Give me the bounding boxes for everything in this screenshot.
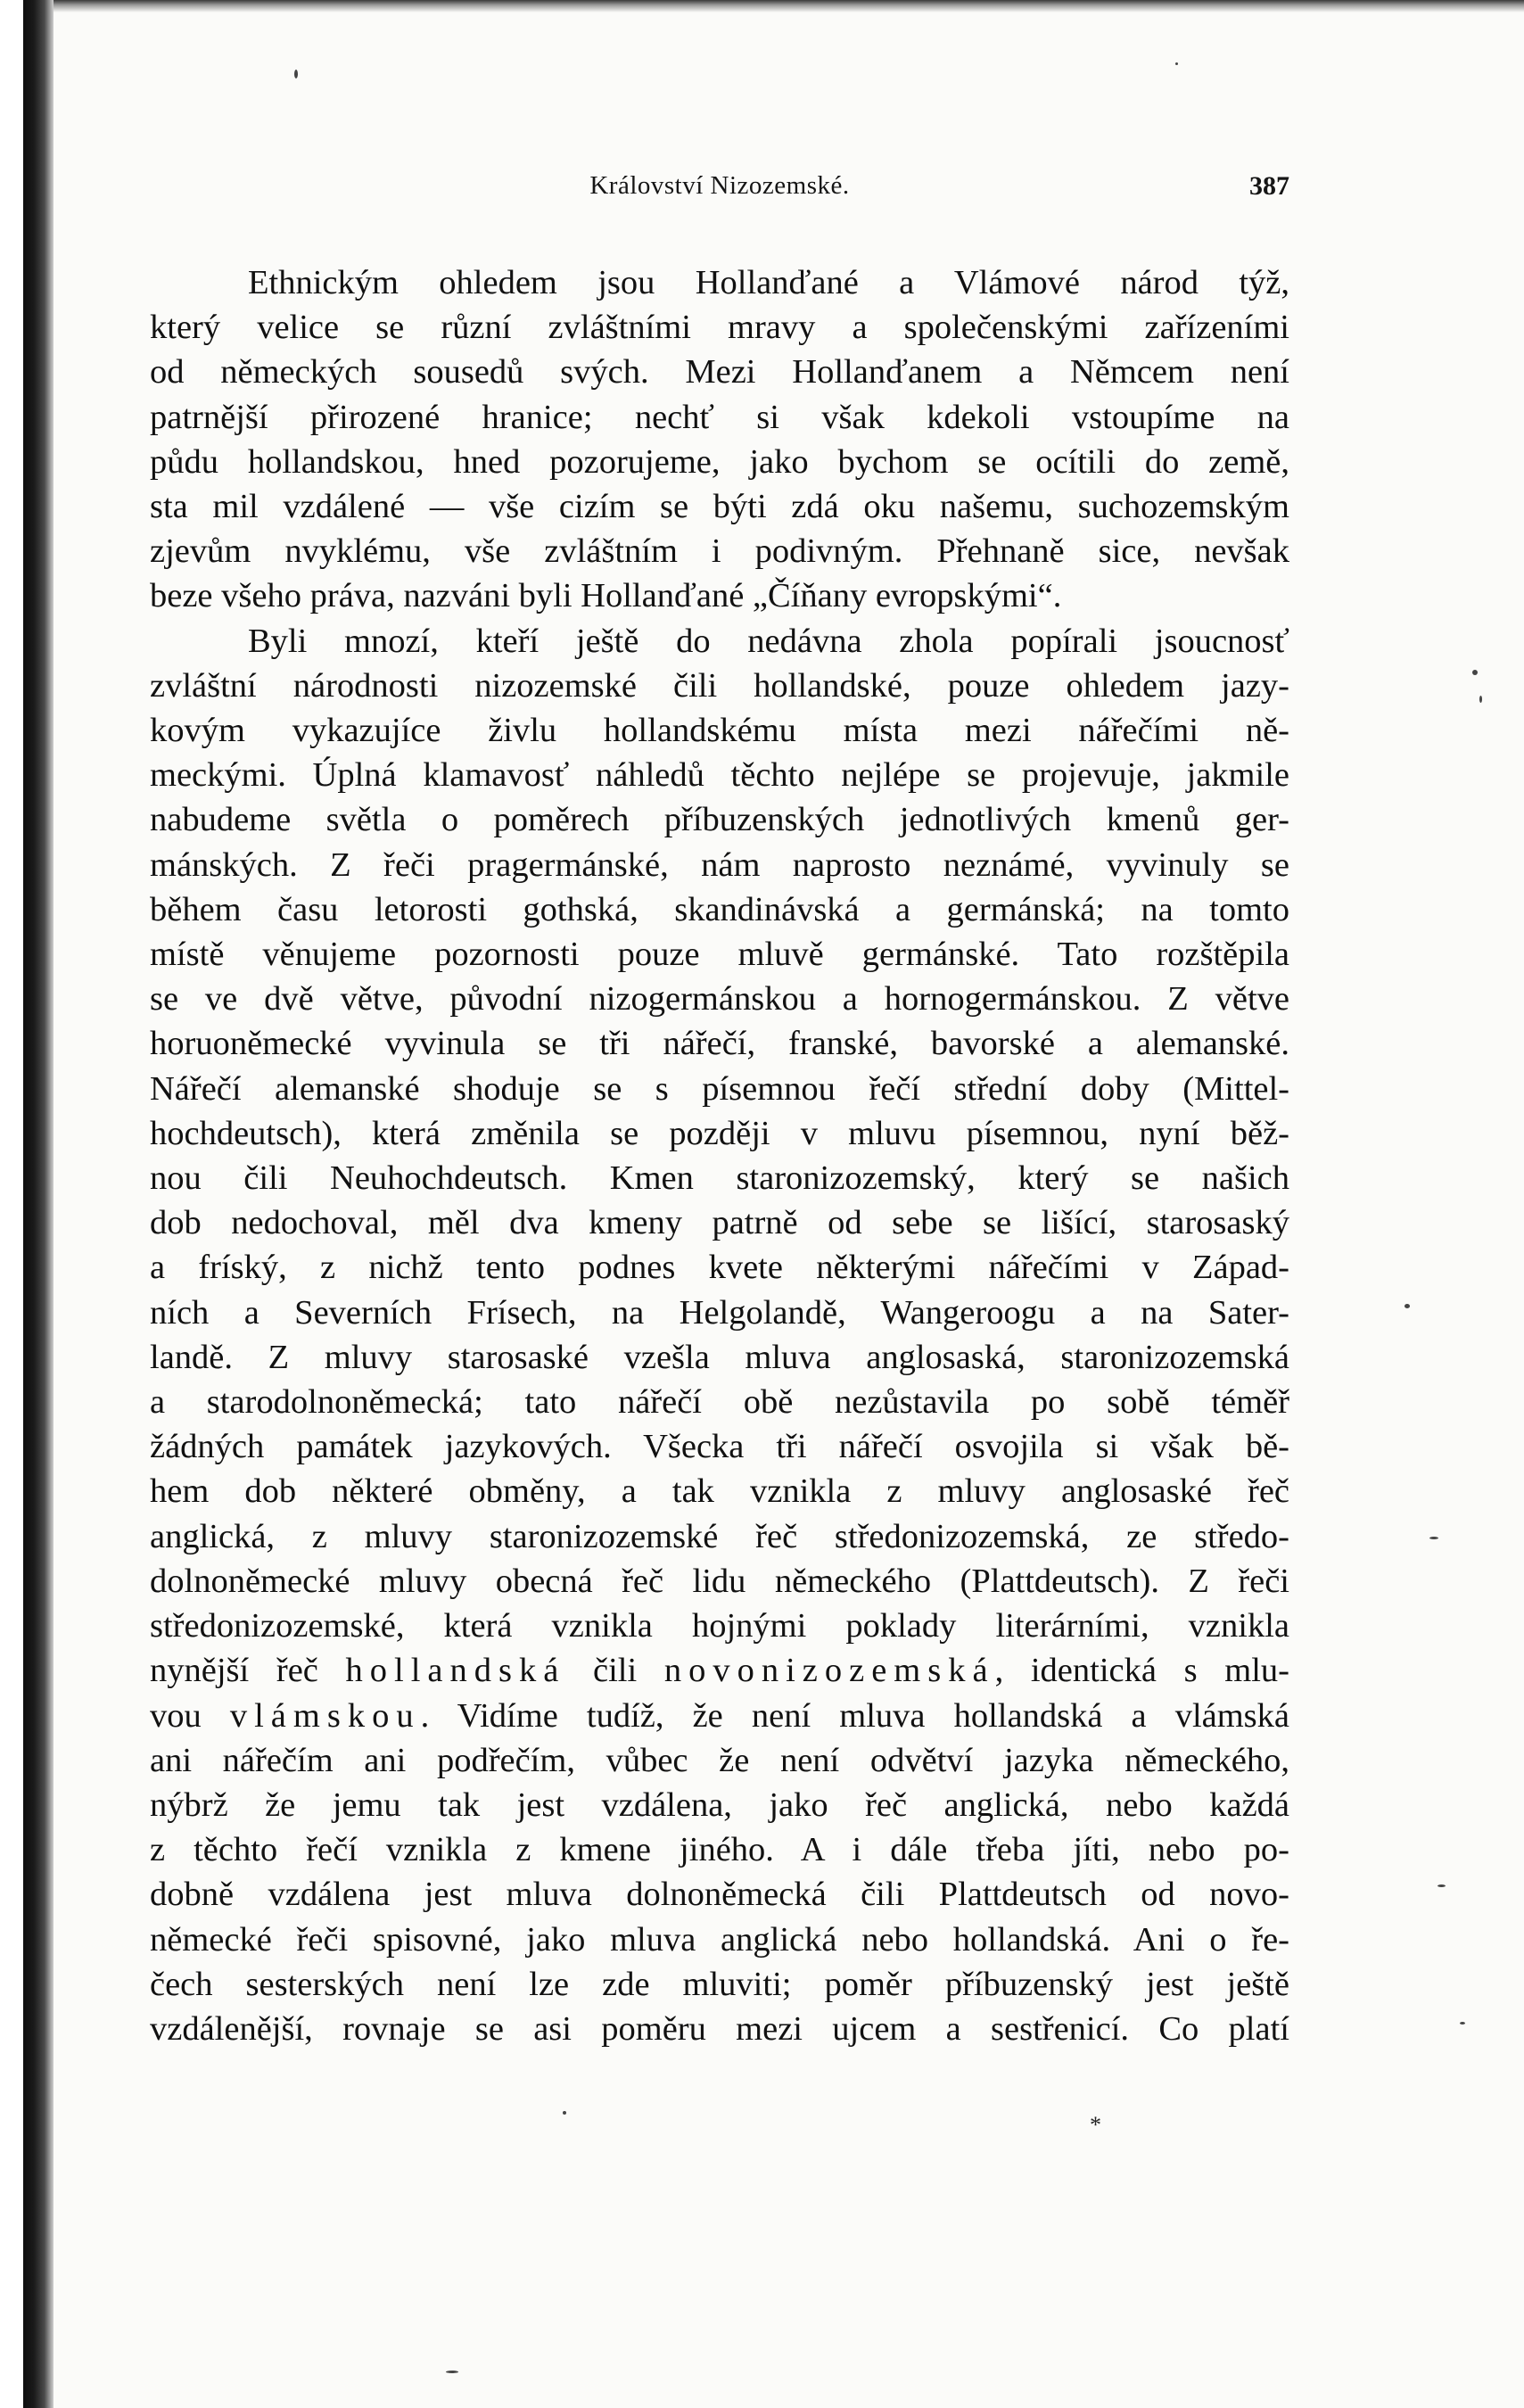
- text-line: zvláštní národnosti nizozemské čili hollandské, pouze ohledem jazy-: [150, 666, 1289, 705]
- body-text: [150, 260, 1289, 2051]
- text-line: půdu hollandskou, hned pozorujeme, jako bychom se ocítili do země,: [150, 442, 1289, 481]
- scan-speck: [1472, 670, 1478, 675]
- text-line: nýbrž že jemu tak jest vzdálena, jako řeč anglická, nebo každá: [150, 1785, 1289, 1824]
- scan-speck: [1438, 1884, 1446, 1887]
- text-line: beze všeho práva, nazváni byli Hollanďané „Číňany evropskými“.: [150, 577, 1062, 615]
- spaced-emphasis: novonizozemská: [663, 1652, 995, 1690]
- text-line: sta mil vzdálené — vše cizím se býti zdá oku našemu, suchozemským: [150, 488, 1289, 526]
- text-line: žádných památek jazykových. Všecka tři nářečí osvojila si však bě-: [150, 1428, 1289, 1466]
- text-line: čech sesterských není lze zde mluviti; poměr příbuzenský jest ještě: [150, 1965, 1289, 2003]
- text-line: nou čili Neuhochdeutsch. Kmen staronizozemský, který se našich: [150, 1159, 1289, 1198]
- text-line: [150, 1694, 1289, 1738]
- text-line: kovým vykazujíce živlu hollandskému místa mezi nářečími ně-: [150, 712, 1289, 750]
- text-fragment: vou: [150, 1696, 230, 1735]
- text-line: místě věnujeme pozornosti pouze mluvě germánské. Tato rozštěpila: [150, 936, 1289, 974]
- scan-speck: [1405, 1304, 1410, 1308]
- text-line: anglická, z mluvy staronizozemské řeč středonizozemská, ze středo-: [150, 1517, 1289, 1555]
- text-line: nabudeme světla o poměrech příbuzenských jednotlivých kmenů ger-: [150, 801, 1289, 839]
- text-line: hem dob některé obměny, a tak vznikla z mluvy anglosaské řeč: [150, 1472, 1289, 1511]
- text-line: landě. Z mluvy starosaské vzešla mluva anglosaská, staronizozemská: [150, 1338, 1289, 1376]
- text-line: od německých sousedů svých. Mezi Hollanďanem a Němcem není: [150, 353, 1289, 392]
- text-line: vzdálenější, rovnaje se asi poměru mezi ujcem a sestřenicí. Co platí: [150, 2009, 1289, 2048]
- text-line: ani nářečím ani podřečím, vůbec že není odvětví jazyka německého,: [150, 1741, 1289, 1779]
- binding-gutter-shadow: [23, 0, 54, 2408]
- text-fragment: čili: [565, 1652, 664, 1690]
- previous-page-edge: [0, 0, 23, 2408]
- text-fragment: , identická s mlu-: [994, 1652, 1289, 1690]
- page-top-edge-shadow: [54, 0, 1524, 12]
- text-line: zjevům nvyklému, vše zvláštním i podivným. Přehnaně sice, nevšak: [150, 532, 1289, 571]
- text-line: z těchto řečí vznikla z kmene jiného. A i dále třeba jíti, nebo po-: [150, 1831, 1289, 1869]
- scan-speck: [1429, 1537, 1438, 1539]
- text-line: ních a Severních Frísech, na Helgolandě, Wangeroogu a na Sater-: [150, 1293, 1289, 1332]
- scan-speck: [563, 2111, 566, 2115]
- scan-speck: [1175, 62, 1178, 65]
- text-line: Ethnickým ohledem jsou Hollanďané a Vlámové národ týž,: [248, 264, 1289, 301]
- text-line: patrnější přirozené hranice; nechť si však kdekoli vstoupíme na: [150, 398, 1289, 436]
- spaced-emphasis: vlámskou: [229, 1696, 421, 1735]
- text-line: který velice se různí zvláštními mravy a společenskými zařízeními: [150, 309, 1289, 347]
- text-line: dobně vzdálena jest mluva dolnoněmecká čili Plattdeutsch od novo-: [150, 1876, 1289, 1914]
- text-line: dob nedochoval, měl dva kmeny patrně od sebe se lišící, starosaský: [150, 1204, 1289, 1242]
- text-line: Byli mnozí, kteří ještě do nedávna zhola popírali jsoucnosť: [248, 622, 1289, 660]
- text-line: se ve dvě větve, původní nizogermánskou a hornogermánskou. Z větve: [150, 980, 1289, 1018]
- text-line: německé řeči spisovné, jako mluva anglická nebo hollandská. Ani o ře-: [150, 1920, 1289, 1959]
- text-line: Nářečí alemanské shoduje se s písemnou řečí střední doby (Mittel-: [150, 1069, 1289, 1108]
- paragraph-2: [150, 619, 1289, 2052]
- text-line: dolnoněmecké mluvy obecná řeč lidu německého (Plattdeutsch). Z řeči: [150, 1562, 1289, 1600]
- text-fragment: . Vidíme tudíž, že není mluva hollandská a vlámská: [420, 1696, 1290, 1735]
- text-line: mánských. Z řeči pragermánské, nám naprosto neznámé, vyvinuly se: [150, 845, 1289, 884]
- scan-speck: [1479, 696, 1482, 703]
- scan-speck: [446, 2371, 458, 2373]
- page-number: 387: [1249, 171, 1289, 201]
- running-title: Království Nizozemské.: [589, 171, 850, 200]
- text-line: hochdeutsch), která změnila se později v mluvu písemnou, nyní běž-: [150, 1114, 1289, 1152]
- text-line: a fríský, z nichž tento podnes kvete některými nářečími v Západ-: [150, 1249, 1289, 1287]
- scan-speck: [294, 70, 298, 78]
- text-line: meckými. Úplná klamavosť náhledů těchto nejlépe se projevuje, jakmile: [150, 756, 1289, 795]
- text-line: během času letorosti gothská, skandinávská a germánská; na tomto: [150, 890, 1289, 928]
- spaced-emphasis: hollandská: [345, 1652, 566, 1690]
- scan-speck: [1460, 2022, 1465, 2025]
- paragraph-1: [150, 260, 1289, 619]
- text-line: středonizozemské, která vznikla hojnými poklady literárními, vznikla: [150, 1607, 1289, 1645]
- text-fragment: nynější řeč: [150, 1652, 346, 1690]
- asterisk-mark: *: [1090, 2112, 1101, 2138]
- text-line: a starodolnoněmecká; tato nářečí obě nezůstavila po sobě téměř: [150, 1383, 1289, 1422]
- text-line: horuoněmecké vyvinula se tři nářečí, franské, bavorské a alemanské.: [150, 1025, 1289, 1063]
- running-head: [150, 171, 1289, 216]
- text-line: [150, 1648, 1289, 1693]
